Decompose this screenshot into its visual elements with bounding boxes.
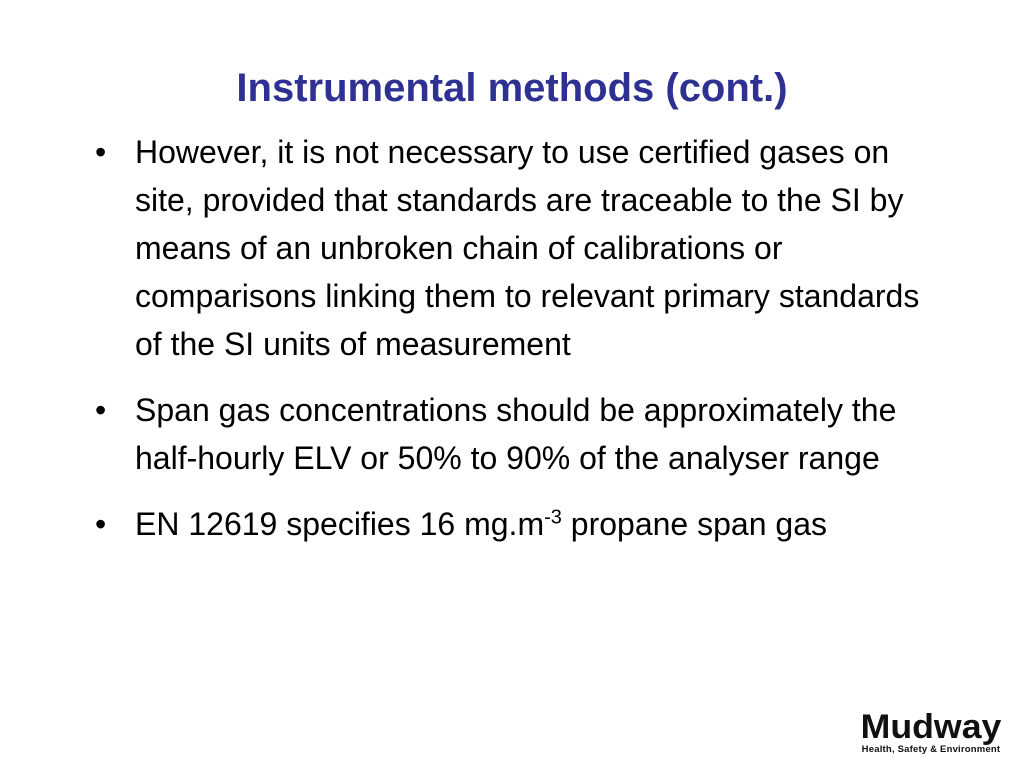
- bullet-text: However, it is not necessary to use certified gases on site, provided that standards are traceable to the SI by means of an unbroken chain of calibrations or comparisons linking them to relevant primary standards of the SI units of measurement: [135, 134, 920, 362]
- bullet-text: Span gas concentrations should be approximately the half-hourly ELV or 50% to 90% of the analyser range: [135, 392, 897, 476]
- logo-wordmark: Mudway: [860, 708, 1002, 746]
- bullet-text-before: EN 12619 specifies 16 mg.m: [135, 506, 545, 542]
- bullet-text-after: propane span gas: [561, 506, 827, 542]
- bullet-item: [95, 386, 925, 482]
- slide-title: Instrumental methods (cont.): [236, 66, 788, 110]
- bullet-marker: •: [95, 506, 107, 542]
- bullet-item: [95, 128, 925, 368]
- bullet-marker: •: [95, 392, 107, 428]
- bullet-list: [95, 128, 925, 566]
- bullet-item: [95, 500, 925, 548]
- bullet-marker: •: [95, 134, 107, 170]
- company-logo: [856, 710, 1006, 756]
- unit-superscript: -3: [544, 506, 562, 529]
- logo-tagline: Health, Safety & Environment: [861, 744, 1001, 755]
